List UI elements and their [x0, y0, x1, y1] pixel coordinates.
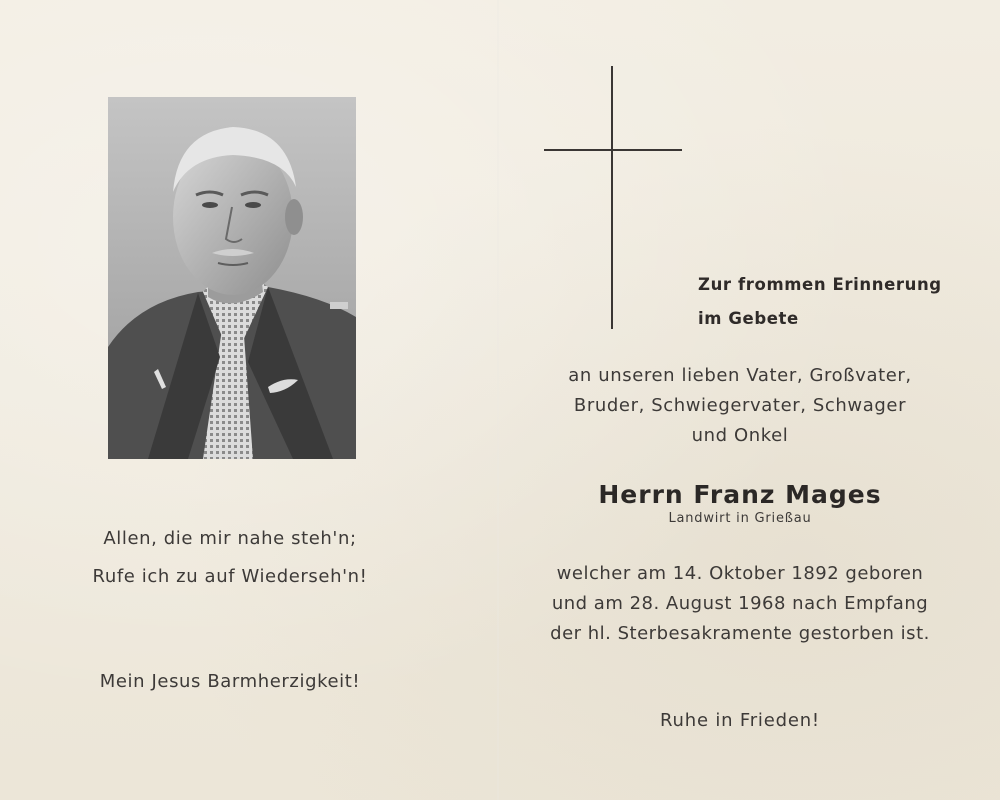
verse-line-2: Rufe ich zu auf Wiederseh'n! [92, 566, 368, 587]
closing-text: Ruhe in Frieden! [660, 710, 820, 731]
life-line-3: der hl. Sterbesakramente gestorben ist. [550, 623, 930, 644]
verse-line-1: Allen, die mir nahe steh'n; [103, 528, 357, 549]
relations-line-3: und Onkel [691, 425, 789, 446]
relations-line-1: an unseren lieben Vater, Großvater, [568, 365, 912, 386]
card-fold [497, 0, 499, 800]
relations-line-2: Bruder, Schwiegervater, Schwager [573, 395, 907, 416]
invocation-text: Mein Jesus Barmherzigkeit! [99, 671, 361, 692]
portrait-photo [108, 97, 356, 459]
deceased-name: Herrn Franz Mages [598, 480, 882, 509]
portrait-illustration [108, 97, 356, 459]
heading-line-1: Zur frommen Erinnerung [698, 275, 942, 294]
life-line-1: welcher am 14. Oktober 1892 geboren [556, 563, 924, 584]
heading-line-2: im Gebete [698, 309, 799, 328]
cross-icon [611, 66, 613, 329]
life-line-2: und am 28. August 1968 nach Empfang [551, 593, 929, 614]
occupation-text: Landwirt in Grießau [668, 511, 812, 526]
cross-bar [544, 149, 682, 151]
